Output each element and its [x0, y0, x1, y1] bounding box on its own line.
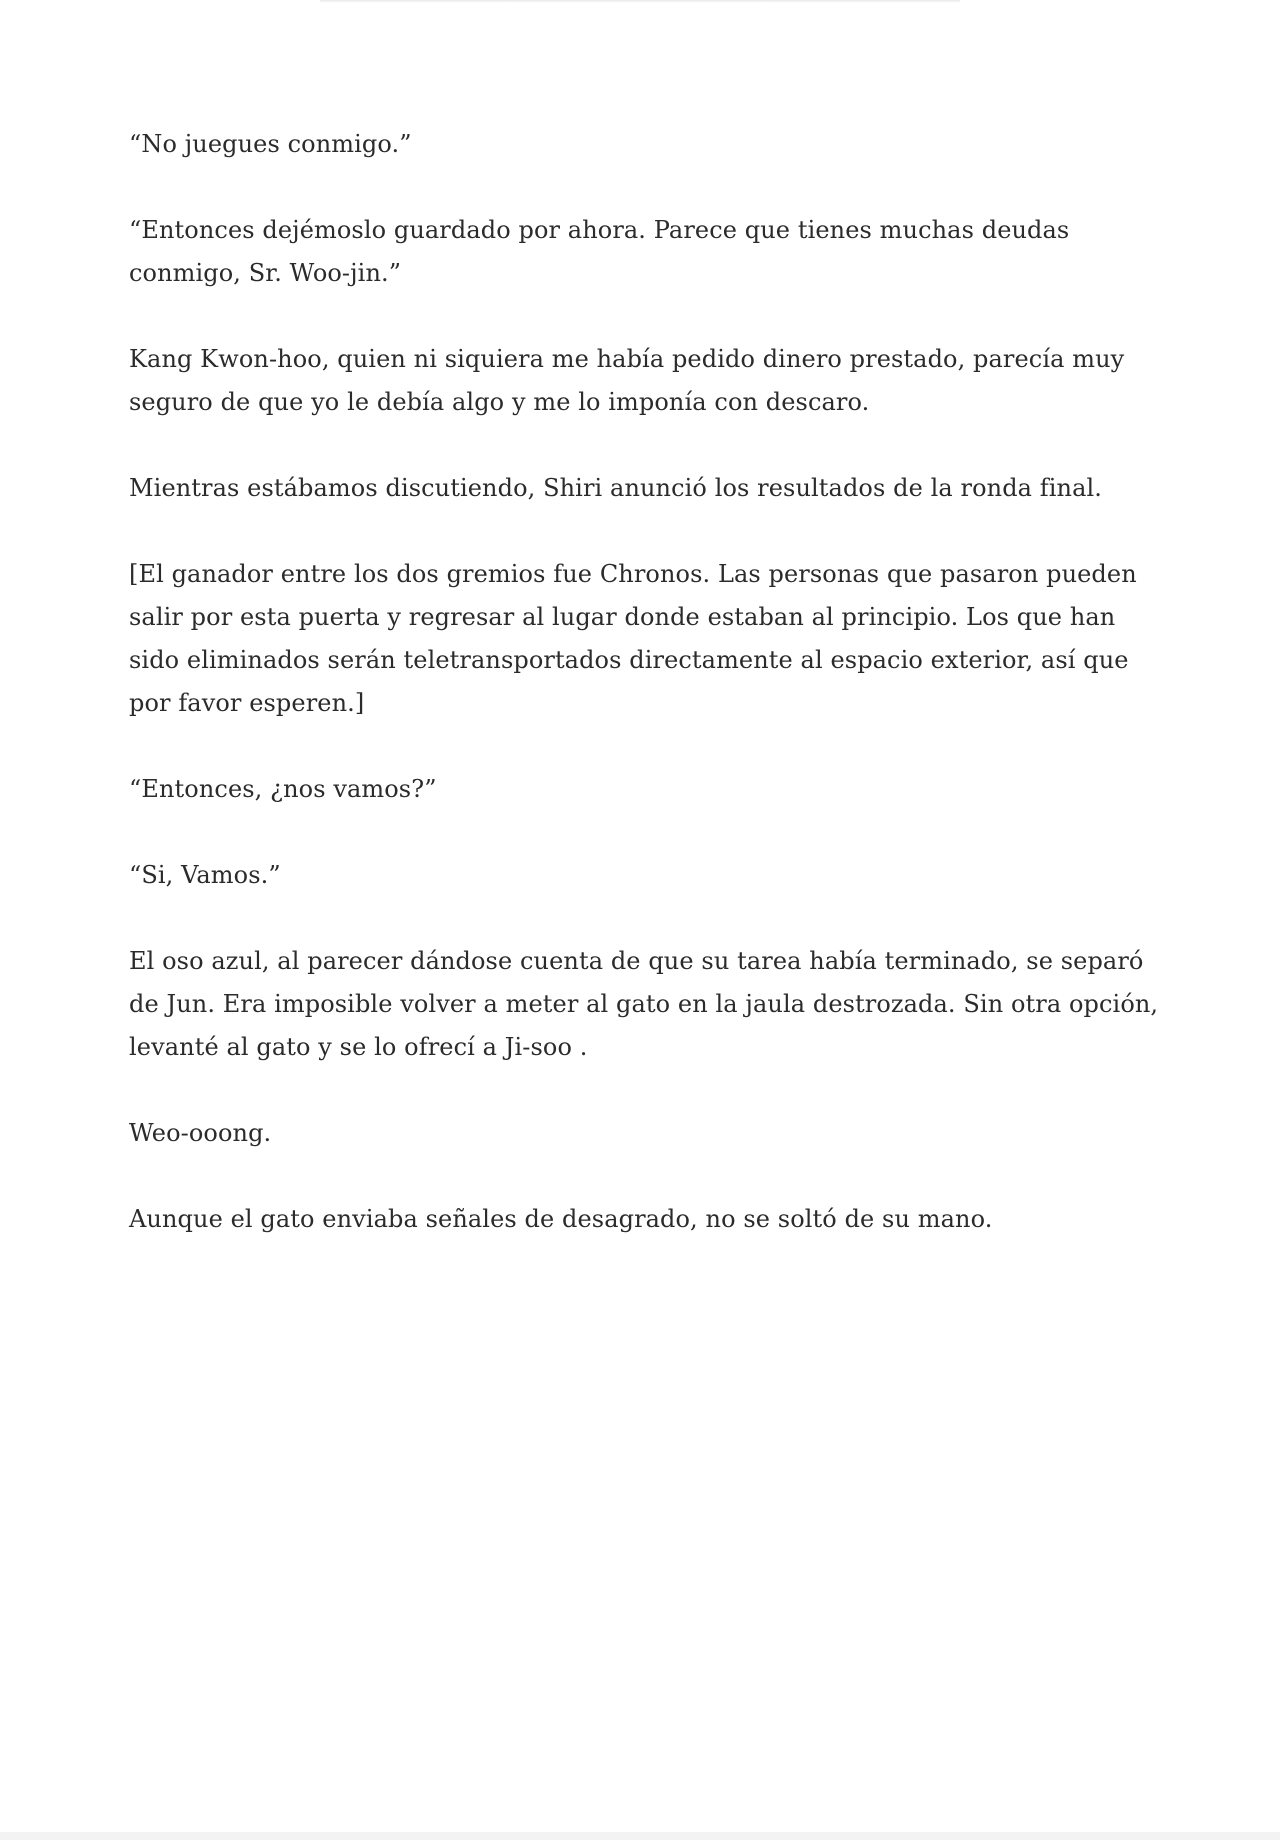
paragraph-8: El oso azul, al parecer dándose cuenta de que su tarea había terminado, se separó de Jun. Era imposible volver a meter al gato en la jaula destrozada. Sin otra opción, levanté al gato y se lo ofrecí a Ji-soo . — [129, 947, 1159, 1061]
document-page — [129, 123, 1169, 1284]
paragraph-4: Mientras estábamos discutiendo, Shiri anunció los resultados de la ronda final. — [129, 474, 1103, 502]
paragraph-2: “Entonces dejémoslo guardado por ahora. Parece que tienes muchas deudas conmigo, Sr. Woo-jin.” — [129, 216, 1070, 287]
paragraph-5: [El ganador entre los dos gremios fue Chronos. Las personas que pasaron pueden salir por esta puerta y regresar al lugar donde estaban al principio. Los que han sido eliminados serán teletransportados directamente al espacio exterior, así que por favor esperen.] — [129, 560, 1137, 717]
paragraph-7: “Si, Vamos.” — [129, 861, 281, 889]
paragraph-3: Kang Kwon-hoo, quien ni siquiera me había pedido dinero prestado, parecía muy seguro de que yo le debía algo y me lo imponía con descaro. — [129, 345, 1125, 416]
bottom-edge-bar — [0, 1832, 1280, 1840]
top-edge-shadow — [320, 0, 960, 3]
paragraph-6: “Entonces, ¿nos vamos?” — [129, 775, 437, 803]
paragraph-1: “No juegues conmigo.” — [129, 130, 412, 158]
paragraph-9: Weo-ooong. — [129, 1119, 272, 1147]
paragraph-10: Aunque el gato enviaba señales de desagrado, no se soltó de su mano. — [129, 1205, 993, 1233]
